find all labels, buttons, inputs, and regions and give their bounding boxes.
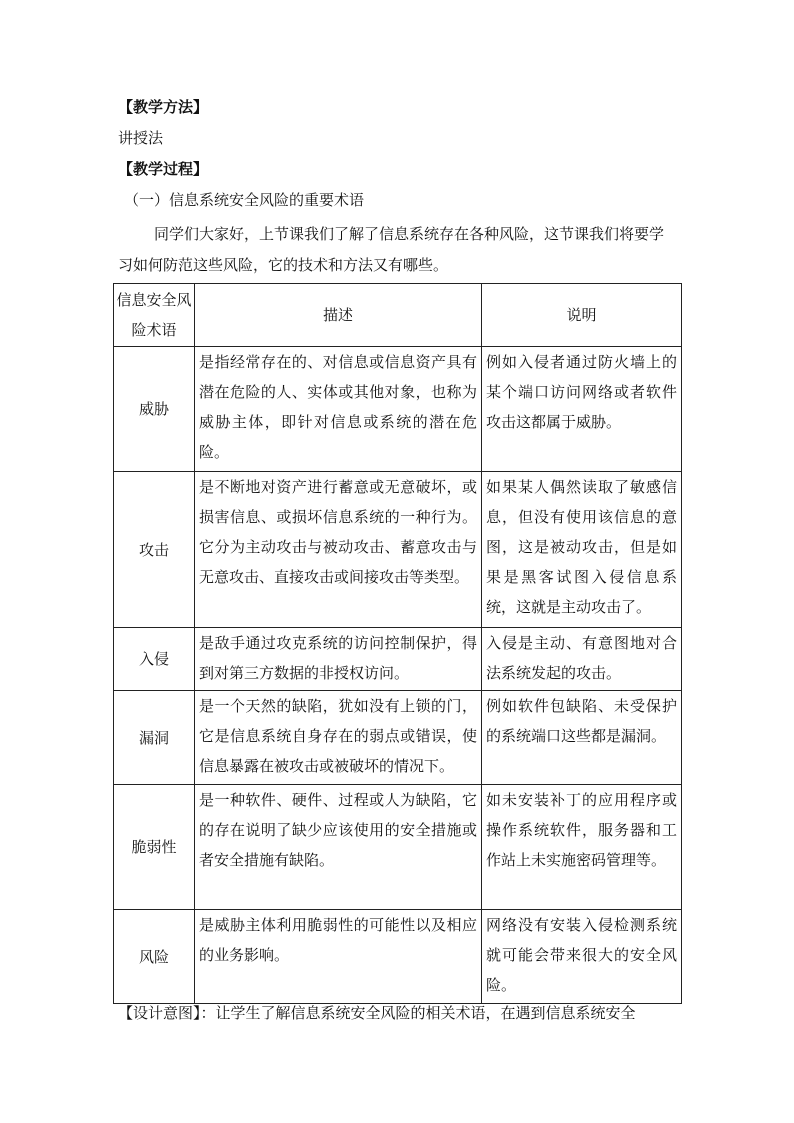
term-cell: 漏洞 bbox=[114, 691, 195, 785]
description-cell: 是一种软件、硬件、过程或人为缺陷，它的存在说明了缺少应该使用的安全措施或者安全措施有缺陷。 bbox=[195, 785, 482, 910]
header-term: 信息安全风险术语 bbox=[114, 284, 195, 347]
risk-terms-table bbox=[113, 283, 682, 1004]
teaching-method-text: 讲授法 bbox=[118, 129, 164, 147]
note-cell: 例如入侵者通过防火墙上的某个端口访问网络或者软件攻击这都属于威胁。 bbox=[482, 347, 682, 472]
table-header-row bbox=[114, 284, 682, 347]
table-row bbox=[114, 691, 682, 785]
description-cell: 是一个天然的缺陷，犹如没有上锁的门，它是信息系统自身存在的弱点或错误，使信息暴露在被攻击或被破坏的情况下。 bbox=[195, 691, 482, 785]
description-cell: 是不断地对资产进行蓄意或无意破坏，或损害信息、或损坏信息系统的一种行为。它分为主动攻击与被动攻击、蓄意攻击与无意攻击、直接攻击或间接攻击等类型。 bbox=[195, 472, 482, 628]
description-cell: 是威胁主体利用脆弱性的可能性以及相应的业务影响。 bbox=[195, 910, 482, 1004]
term-cell: 风险 bbox=[114, 910, 195, 1004]
term-cell: 脆弱性 bbox=[114, 785, 195, 910]
table-row bbox=[114, 785, 682, 910]
note-cell: 例如软件包缺陷、未受保护的系统端口这些都是漏洞。 bbox=[482, 691, 682, 785]
note-cell: 入侵是主动、有意图地对合法系统发起的攻击。 bbox=[482, 628, 682, 691]
header-note: 说明 bbox=[482, 284, 682, 347]
table-row bbox=[114, 910, 682, 1004]
section-title: （一）信息系统安全风险的重要术语 bbox=[124, 191, 365, 209]
heading-teaching-process: 【教学过程】 bbox=[118, 160, 209, 178]
note-cell: 如果某人偶然读取了敏感信息，但没有使用该信息的意图，这是被动攻击，但是如果是黑客试图入侵信息系统，这就是主动攻击了。 bbox=[482, 472, 682, 628]
description-cell: 是指经常存在的、对信息或信息资产具有潜在危险的人、实体或其他对象，也称为威胁主体，即针对信息或系统的潜在危险。 bbox=[195, 347, 482, 472]
table-row bbox=[114, 472, 682, 628]
note-cell: 如未安装补丁的应用程序或操作系统软件，服务器和工作站上未实施密码管理等。 bbox=[482, 785, 682, 910]
intro-paragraph: 同学们大家好，上节课我们了解了信息系统存在各种风险，这节课我们将要学习如何防范这些风险，它的技术和方法又有哪些。 bbox=[118, 225, 665, 274]
term-cell: 入侵 bbox=[114, 628, 195, 691]
description-cell: 是敌手通过攻克系统的访问控制保护，得到对第三方数据的非授权访问。 bbox=[195, 628, 482, 691]
table-row bbox=[114, 628, 682, 691]
term-cell: 威胁 bbox=[114, 347, 195, 472]
table-row bbox=[114, 347, 682, 472]
header-description: 描述 bbox=[195, 284, 482, 347]
term-cell: 攻击 bbox=[114, 472, 195, 628]
note-cell: 网络没有安装入侵检测系统就可能会带来很大的安全风险。 bbox=[482, 910, 682, 1004]
design-intent: 【设计意图】：让学生了解信息系统安全风险的相关术语，在遇到信息系统安全 bbox=[118, 1004, 636, 1022]
heading-teaching-method: 【教学方法】 bbox=[118, 98, 209, 116]
